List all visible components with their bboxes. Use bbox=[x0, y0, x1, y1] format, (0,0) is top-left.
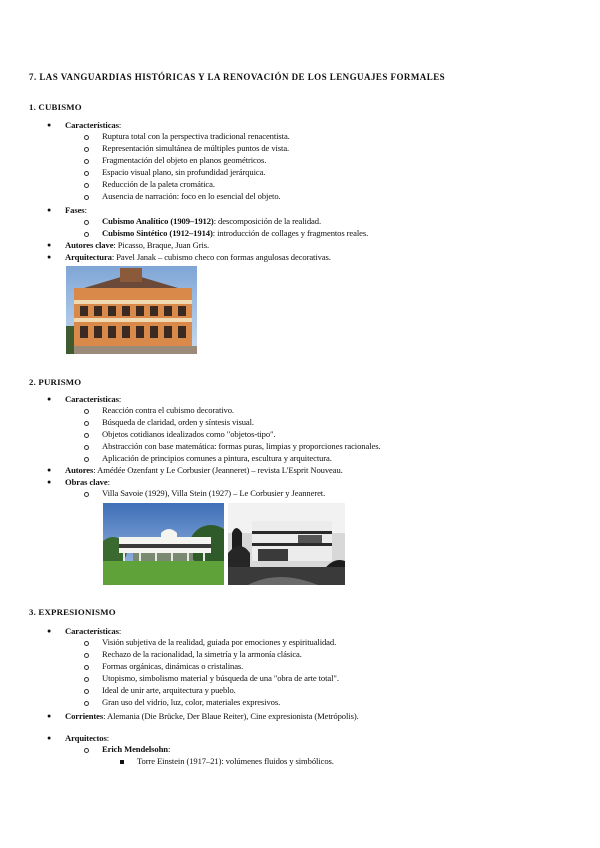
bullet-circle bbox=[84, 748, 89, 753]
list-item: Abstracción con base matemática: formas puras, limpias y proporciones racionales. bbox=[102, 441, 381, 451]
list-item: Reducción de la paleta cromática. bbox=[102, 179, 215, 189]
bullet-circle bbox=[84, 183, 89, 188]
list-item: Formas orgánicas, dinámicas o cristalinas. bbox=[102, 661, 244, 671]
bullet-circle bbox=[84, 445, 89, 450]
bullet-dot: ● bbox=[47, 253, 52, 261]
bullet-dot: ● bbox=[47, 466, 52, 474]
bullet-circle bbox=[84, 147, 89, 152]
bullet-dot: ● bbox=[47, 478, 52, 486]
list-item: Reacción contra el cubismo decorativo. bbox=[102, 405, 234, 415]
list-item: Utopismo, simbolismo material y búsqueda de una "obra de arte total". bbox=[102, 673, 339, 683]
bullet-circle bbox=[84, 232, 89, 237]
cubismo-fases-label: Fases: bbox=[65, 205, 87, 215]
photo-cubist-building bbox=[66, 266, 197, 354]
bullet-circle bbox=[84, 689, 89, 694]
bullet-dot: ● bbox=[47, 627, 52, 635]
bullet-circle bbox=[84, 665, 89, 670]
bullet-circle bbox=[84, 492, 89, 497]
section-heading-expresionismo: 3. EXPRESIONISMO bbox=[29, 607, 116, 617]
bullet-square bbox=[120, 760, 124, 764]
cubismo-caracteristicas-label: Características: bbox=[65, 120, 122, 130]
bullet-dot: ● bbox=[47, 395, 52, 403]
photo-villa-savoie bbox=[103, 503, 224, 585]
list-item: Aplicación de principios comunes a pintura, escultura y arquitectura. bbox=[102, 453, 332, 463]
bullet-circle bbox=[84, 677, 89, 682]
bullet-dot: ● bbox=[47, 206, 52, 214]
list-item: Objetos cotidianos idealizados como "objetos-tipo". bbox=[102, 429, 276, 439]
bullet-circle bbox=[84, 641, 89, 646]
list-item: Visión subjetiva de la realidad, guiada por emociones y espiritualidad. bbox=[102, 637, 337, 647]
list-item: Rechazo de la racionalidad, la simetría y la armonía clásica. bbox=[102, 649, 302, 659]
cubismo-arquitectura: Arquitectura: Pavel Janak – cubismo checo con formas angulosas decorativas. bbox=[65, 252, 331, 262]
list-item: Gran uso del vidrio, luz, color, materiales expresivos. bbox=[102, 697, 281, 707]
bullet-circle bbox=[84, 653, 89, 658]
bullet-circle bbox=[84, 457, 89, 462]
bullet-dot: ● bbox=[47, 734, 52, 742]
expresionismo-arquitectos-label: Arquitectos: bbox=[65, 733, 110, 743]
photo-villa-stein bbox=[228, 503, 345, 585]
bullet-circle bbox=[84, 701, 89, 706]
document-title: 7. LAS VANGUARDIAS HISTÓRICAS Y LA RENOVACIÓN DE LOS LENGUAJES FORMALES bbox=[29, 72, 446, 82]
purismo-obras-label: Obras clave: bbox=[65, 477, 110, 487]
expresionismo-caracteristicas-label: Características: bbox=[65, 626, 122, 636]
list-item: Búsqueda de claridad, orden y síntesis visual. bbox=[102, 417, 254, 427]
list-item: Ruptura total con la perspectiva tradicional renacentista. bbox=[102, 131, 290, 141]
bullet-dot: ● bbox=[47, 121, 52, 129]
section-heading-purismo: 2. PURISMO bbox=[29, 377, 82, 387]
section-heading-cubismo: 1. CUBISMO bbox=[29, 102, 82, 112]
bullet-circle bbox=[84, 409, 89, 414]
bullet-circle bbox=[84, 195, 89, 200]
bullet-dot: ● bbox=[47, 712, 52, 720]
list-item-fase: Cubismo Analítico (1909–1912): descomposición de la realidad. bbox=[102, 216, 321, 226]
bullet-circle bbox=[84, 433, 89, 438]
list-item: Representación simultánea de múltiples puntos de vista. bbox=[102, 143, 290, 153]
bullet-circle bbox=[84, 135, 89, 140]
list-item: Espacio visual plano, sin profundidad jerárquica. bbox=[102, 167, 266, 177]
purismo-caracteristicas-label: Características: bbox=[65, 394, 122, 404]
list-item: Villa Savoie (1929), Villa Stein (1927) – Le Corbusier y Jeanneret. bbox=[102, 488, 326, 498]
bullet-circle bbox=[84, 220, 89, 225]
list-item: Torre Einstein (1917–21): volúmenes fluidos y simbólicos. bbox=[137, 756, 334, 766]
bullet-circle bbox=[84, 171, 89, 176]
list-item-arquitecto: Erich Mendelsohn: bbox=[102, 744, 171, 754]
list-item-fase: Cubismo Sintético (1912–1914): introducción de collages y fragmentos reales. bbox=[102, 228, 369, 238]
bullet-circle bbox=[84, 159, 89, 164]
expresionismo-corrientes: Corrientes: Alemania (Die Brücke, Der Blaue Reiter), Cine expresionista (Metrópolis). bbox=[65, 711, 359, 721]
list-item: Ideal de unir arte, arquitectura y pueblo. bbox=[102, 685, 236, 695]
bullet-circle bbox=[84, 421, 89, 426]
bullet-dot: ● bbox=[47, 241, 52, 249]
cubismo-autores: Autores clave: Picasso, Braque, Juan Gris. bbox=[65, 240, 210, 250]
list-item: Fragmentación del objeto en planos geométricos. bbox=[102, 155, 267, 165]
purismo-autores: Autores: Amédée Ozenfant y Le Corbusier (Jeanneret) – revista L'Esprit Nouveau. bbox=[65, 465, 343, 475]
list-item: Ausencia de narración: foco en lo esencial del objeto. bbox=[102, 191, 281, 201]
